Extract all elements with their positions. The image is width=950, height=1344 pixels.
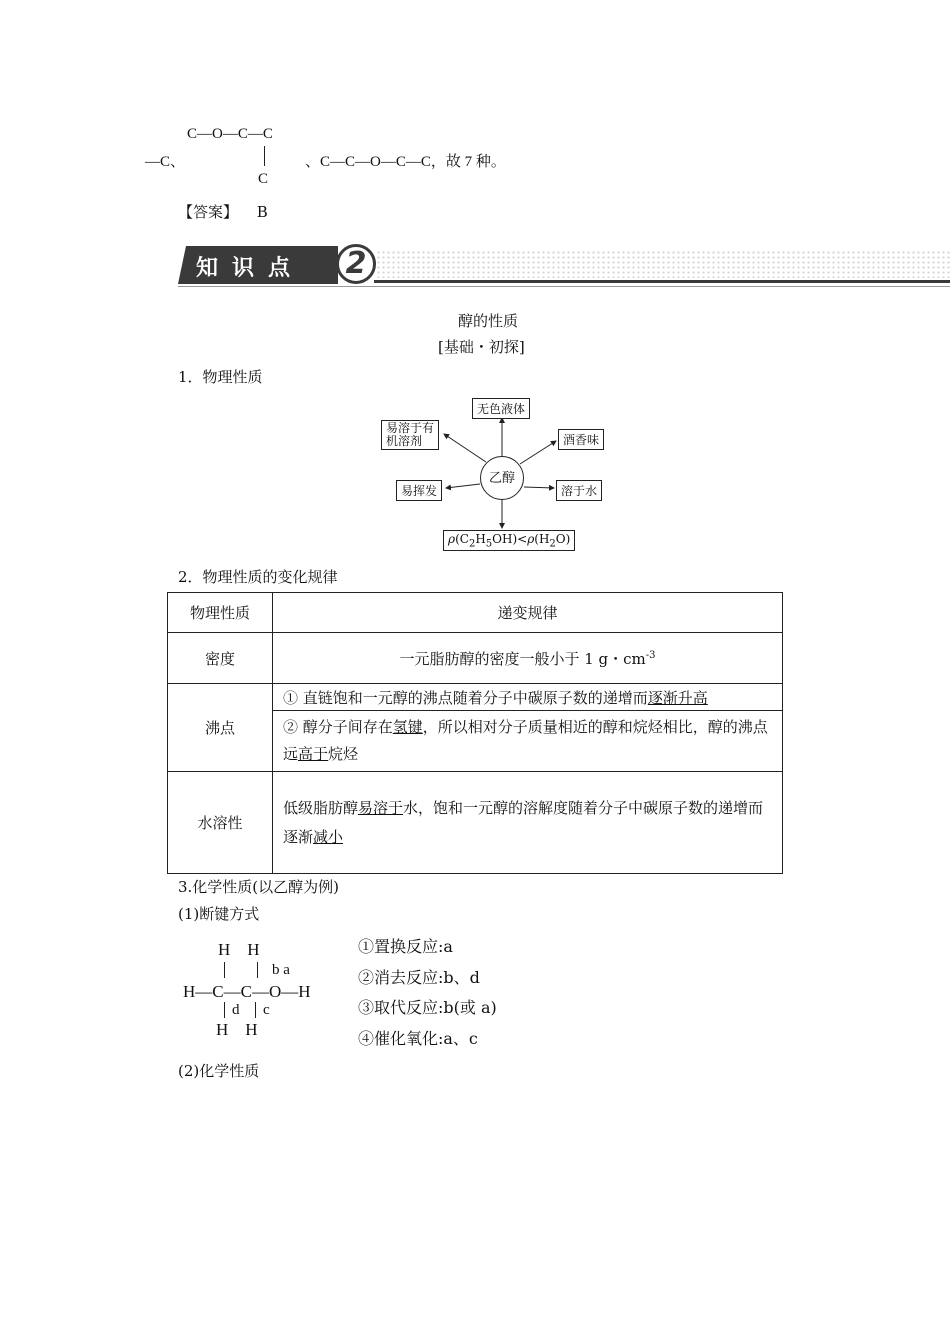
solubility-text: 低级脂肪醇 xyxy=(283,798,359,817)
table-cell-boiling-rule1 xyxy=(273,684,783,711)
answer-label: 【答案】 xyxy=(178,203,239,221)
boiling-rule2-text: 烷烃 xyxy=(328,745,359,763)
boiling-rule2-answer2: 高于 xyxy=(298,745,329,763)
boiling-rule1-answer: 逐渐升高 xyxy=(647,688,708,707)
ethanol-main-chain: H—C—C—O—H xyxy=(183,982,311,1001)
boiling-rule2-text: ，所以相对分子质量相近的醇和烷烃相比，醇的沸点远 xyxy=(283,718,768,763)
table-cell-boiling: 沸点 xyxy=(168,684,273,772)
table-row xyxy=(168,593,783,633)
boiling-rule2-text: ② 醇分子间存在 xyxy=(283,718,393,736)
density-frag: O) xyxy=(555,532,571,546)
rho-symbol: ρ xyxy=(527,532,535,546)
structure-bottom-c: C xyxy=(258,171,269,187)
heading-variation-rules: 2．物理性质的变化规律 xyxy=(178,568,338,586)
table-header-property: 物理性质 xyxy=(168,593,273,633)
banner-number-badge: 2 xyxy=(336,244,376,284)
table-cell-boiling-rule2 xyxy=(273,711,783,772)
ethanol-bottom-h: H H xyxy=(216,1020,258,1039)
diagram-organic-line1: 易溶于有 xyxy=(386,421,435,435)
rho-symbol: ρ xyxy=(448,532,456,546)
table-cell-density-rule xyxy=(273,633,783,684)
density-frag: (C xyxy=(455,532,469,546)
heading-chemical-properties: 3.化学性质(以乙醇为例) xyxy=(178,878,340,896)
properties-table xyxy=(167,592,783,874)
diagram-organic-line2: 机溶剂 xyxy=(386,434,423,448)
diagram-center-ethanol: 乙醇 xyxy=(480,456,524,500)
bond-c1-top xyxy=(224,962,225,978)
boiling-rule1-text: ① 直链饱和一元醇的沸点随着分子中碳原子数的递增而 xyxy=(283,688,648,707)
density-rule-text: 一元脂肪醇的密度一般小于 1 g・cm xyxy=(399,649,646,668)
bond-c2-bottom xyxy=(255,1002,256,1018)
bond-c2-top xyxy=(257,962,258,978)
structure-top-row: C—O—C—C xyxy=(187,126,273,142)
density-unit-exponent: -3 xyxy=(645,649,656,661)
density-frag: OH)< xyxy=(492,532,528,546)
reaction-elimination: ②消去反应:b、d xyxy=(358,968,480,987)
section-title: 醇的性质 xyxy=(458,312,519,330)
diagram-box-colorless-liquid: 无色液体 xyxy=(472,398,530,419)
table-cell-solubility-rule xyxy=(273,772,783,874)
table-header-rule: 递变规律 xyxy=(273,593,783,633)
bond-label-b-a: b a xyxy=(272,962,290,978)
boiling-rule2-answer1: 氢键 xyxy=(392,718,423,736)
bond-label-c: c xyxy=(263,1002,270,1018)
diagram-box-volatile: 易挥发 xyxy=(396,480,442,501)
table-row xyxy=(168,684,783,711)
heading-bond-breaking: (1)断键方式 xyxy=(178,905,260,923)
bond-c1-bottom xyxy=(224,1002,225,1018)
diagram-box-wine-aroma: 酒香味 xyxy=(558,429,604,450)
table-cell-density: 密度 xyxy=(168,633,273,684)
section-subtitle: [基础・初探] xyxy=(438,338,525,356)
density-sub: 5 xyxy=(485,538,493,550)
banner-title: 知识点 xyxy=(196,256,305,281)
diagram-box-organic-solvent xyxy=(381,420,439,450)
density-sub: 2 xyxy=(549,538,556,550)
density-frag: H xyxy=(475,532,486,546)
table-cell-solubility: 水溶性 xyxy=(168,772,273,874)
ethanol-top-h: H H xyxy=(218,940,260,959)
bond-label-d: d xyxy=(232,1002,240,1018)
reaction-catalytic-oxidation: ④催化氧化:a、c xyxy=(358,1029,478,1048)
heading-physical-properties: 1．物理性质 xyxy=(178,368,263,386)
structure-left-fragment: —C、 xyxy=(145,154,186,170)
solubility-answer1: 易溶于 xyxy=(358,798,404,817)
solubility-text: 水，饱和一元醇的溶解度随着分子中碳原子数的递增而逐渐 xyxy=(283,798,764,846)
answer-value: B xyxy=(256,203,268,221)
solubility-answer2: 减小 xyxy=(313,827,344,846)
density-frag: (H xyxy=(534,532,550,546)
heading-chemical-properties-2: (2)化学性质 xyxy=(178,1062,260,1080)
diagram-box-density xyxy=(443,530,575,551)
diagram-box-water-soluble: 溶于水 xyxy=(556,480,602,501)
reaction-substitution-metal: ①置换反应:a xyxy=(358,937,453,956)
table-row xyxy=(168,772,783,874)
table-row xyxy=(168,633,783,684)
density-sub: 2 xyxy=(468,538,476,550)
structure-tail: 、C—C—O—C—C，故 7 种。 xyxy=(305,154,506,170)
reaction-substitution: ③取代反应:b(或 a) xyxy=(358,998,497,1017)
